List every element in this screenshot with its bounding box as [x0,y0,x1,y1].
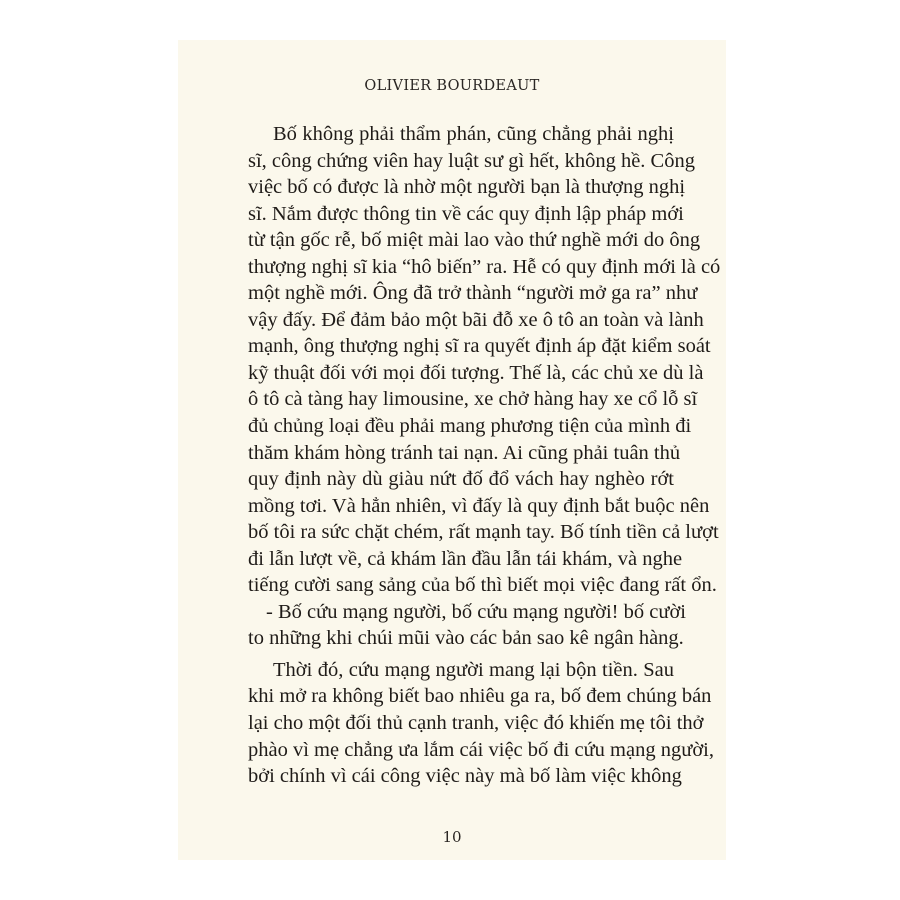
text-line: bố tôi ra sức chặt chém, rất mạnh tay. Bố tính tiền cả lượt [248,521,719,544]
dialogue-line: - Bố cứu mạng người, bố cứu mạng người! bố cười [266,600,686,623]
body-text [248,121,721,790]
text-line: Bố không phải thẩm phán, cũng chẳng phải nghị [273,123,674,145]
text-line: sĩ. Nắm được thông tin về các quy định lập pháp mới [248,202,684,225]
text-line: đi lẫn lượt về, cả khám lần đầu lẫn tái khám, và nghe [248,547,683,570]
running-head: OLIVIER BOURDEAUT [364,78,540,94]
text-line: lại cho một đối thủ cạnh tranh, việc đó khiến mẹ tôi thở [248,712,704,735]
text-line: sĩ, công chứng viên hay luật sư gì hết, không hề. Công [248,149,695,172]
text-line: phào vì mẹ chẳng ưa lắm cái việc bố đi cứu mạng người, [248,738,714,761]
text-line: khi mở ra không biết bao nhiêu ga ra, bố đem chúng bán [248,685,712,708]
text-line: to những khi chúi mũi vào các bản sao kê ngân hàng. [248,627,684,650]
text-line: thượng nghị sĩ kia “hô biến” ra. Hễ có quy định mới là có [248,255,721,278]
text-line: bởi chính vì cái công việc này mà bố làm việc không [248,765,682,788]
text-line: vậy đấy. Để đảm bảo một bãi đỗ xe ô tô an toàn và lành [248,308,704,331]
text-line: quy định này dù giàu nứt đố đổ vách hay nghèo rớt [248,468,674,491]
text-line: mồng tơi. Và hẳn nhiên, vì đấy là quy định bắt buộc nên [248,494,710,517]
text-line: Thời đó, cứu mạng người mang lại bộn tiền. Sau [273,658,674,681]
text-line: tiếng cười sang sảng của bố thì biết mọi việc đang rất ổn. [248,574,717,597]
page-number: 10 [442,828,462,846]
text-line: từ tận gốc rễ, bố miệt mài lao vào thứ nghề mới do ông [248,229,701,252]
text-line: thăm khám hòng tránh tai nạn. Ai cũng phải tuân thủ [248,441,681,464]
text-line: đủ chủng loại đều phải mang phương tiện của mình đi [248,415,692,438]
text-line: mạnh, ông thượng nghị sĩ ra quyết định áp đặt kiểm soát [248,335,711,358]
text-line: ô tô cà tàng hay limousine, xe chở hàng hay xe cổ lỗ sĩ [248,388,698,411]
text-line: kỹ thuật đối với mọi đối tượng. Thế là, các chủ xe dù là [248,361,704,384]
text-line: việc bố có được là nhờ một người bạn là thượng nghị [248,176,686,199]
book-page [178,40,726,860]
text-line: một nghề mới. Ông đã trở thành “người mở ga ra” như [248,282,698,305]
